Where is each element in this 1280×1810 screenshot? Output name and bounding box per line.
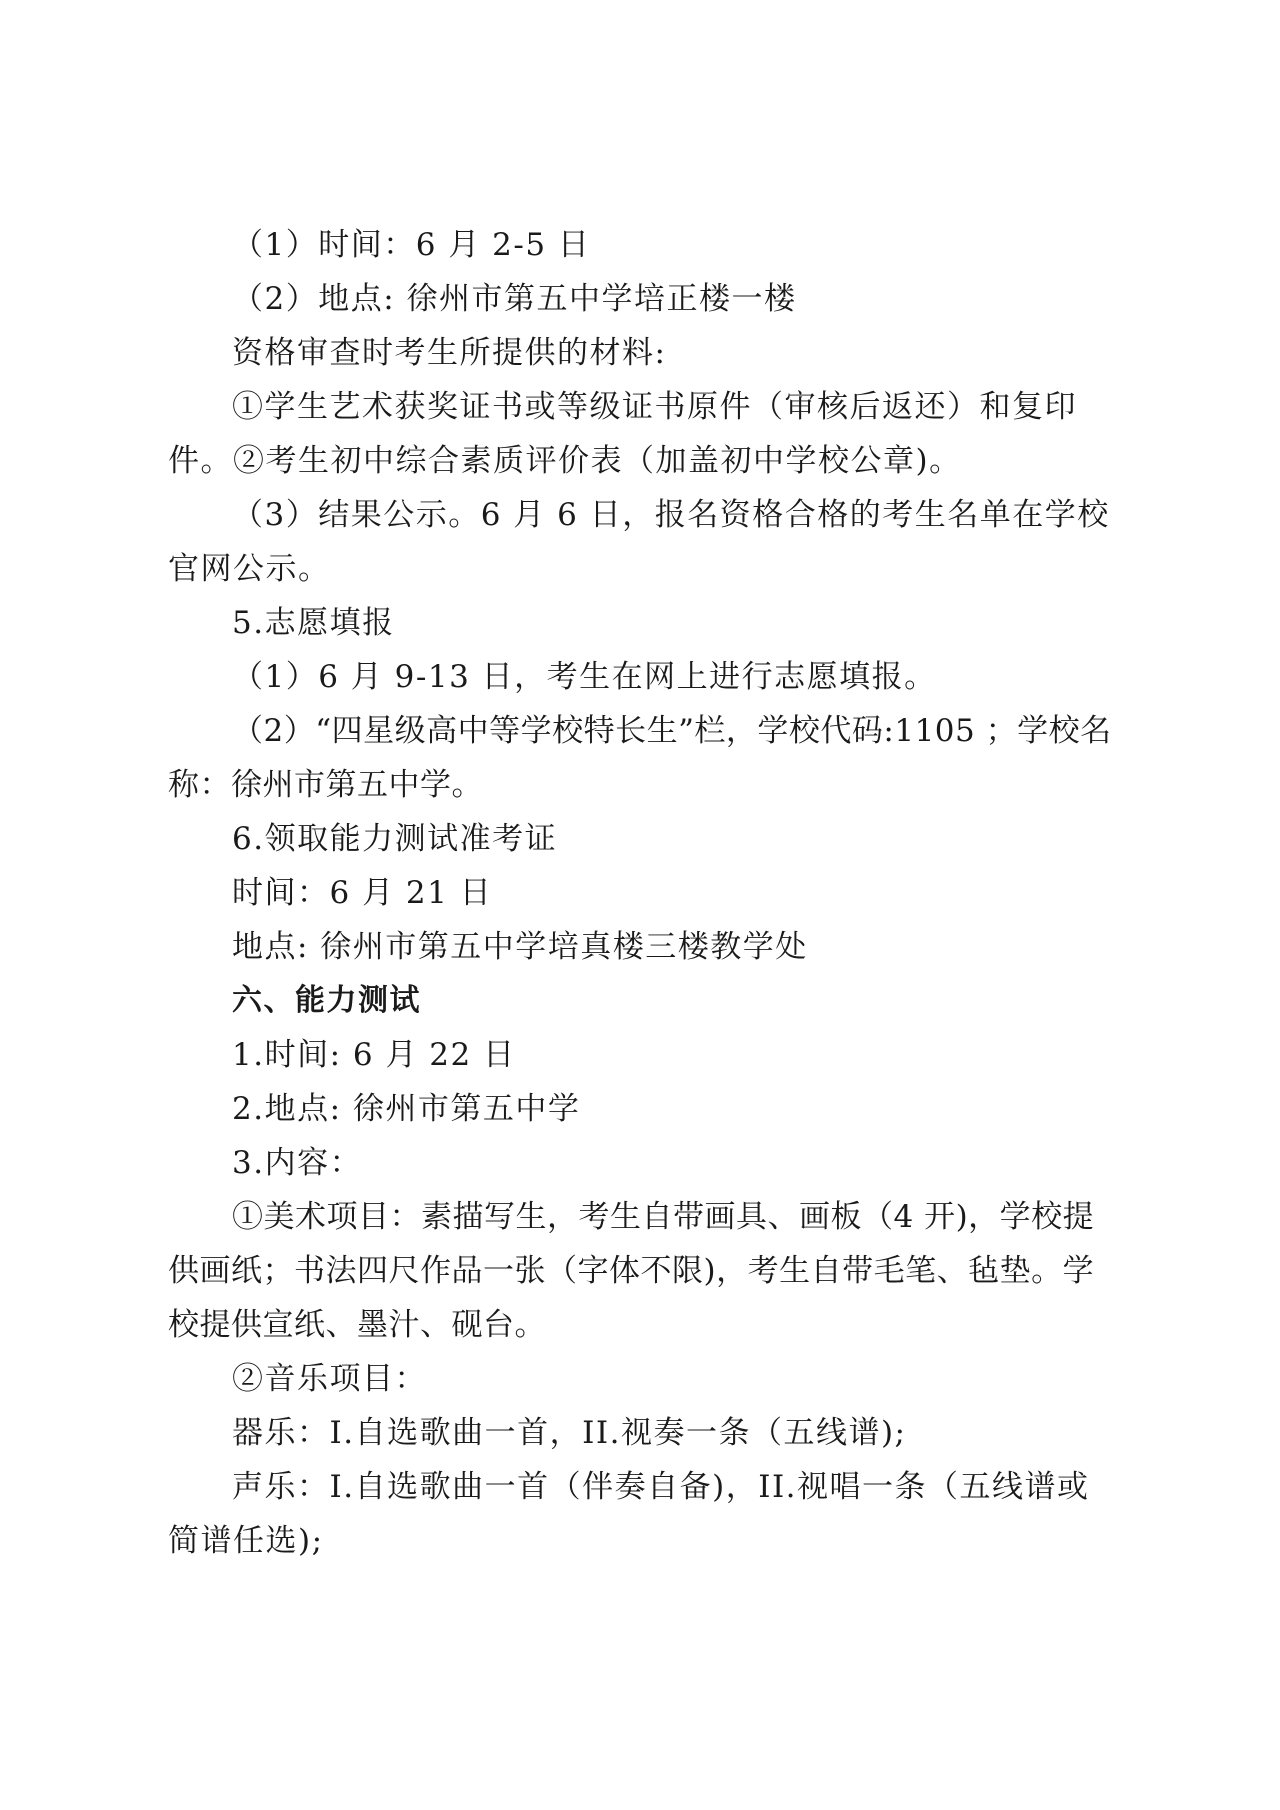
materials-intro: 资格审查时考生所提供的材料: [232,335,667,371]
document-body [168,218,1112,1568]
results-announcement: （3）结果公示。6 月 6 日，报名资格合格的考生名单在学校官网公示。 [168,497,1110,587]
test-time-line: 1.时间: 6 月 22 日 [232,1037,516,1073]
section-5-title: 5.志愿填报 [232,605,395,641]
ticket-time-line: 时间：6 月 21 日 [232,875,493,911]
ticket-location-line: 地点: 徐州市第五中学培真楼三楼教学处 [232,929,808,965]
school-code-line: （2）“四星级高中等学校特长生”栏，学校代码:1105 ；学校名称：徐州市第五中学。 [168,713,1112,803]
exam-location-line: （2）地点: 徐州市第五中学培正楼一楼 [232,281,797,317]
vocal-line: 声乐：I.自选歌曲一首（伴奏自备)，II.视唱一条（五线谱或简谱任选); [168,1469,1090,1559]
art-project-paragraph: ①美术项目：素描写生，考生自带画具、画板（4 开)，学校提供画纸；书法四尺作品一张（字体不限)，考生自带毛笔、毡垫。学校提供宣纸、墨汁、砚台。 [168,1199,1095,1343]
test-location-line: 2.地点: 徐州市第五中学 [232,1091,581,1127]
music-project-title: ②音乐项目： [232,1361,427,1397]
ability-test-heading: 六、能力测试 [232,983,421,1018]
instrumental-line: 器乐：I.自选歌曲一首，II.视奏一条（五线谱); [232,1415,907,1451]
application-dates: （1）6 月 9-13 日，考生在网上进行志愿填报。 [232,659,937,695]
section-6-title: 6.领取能力测试准考证 [232,821,558,857]
test-content-title: 3.内容： [232,1145,363,1181]
exam-time-line: （1）时间：6 月 2-5 日 [232,227,591,263]
materials-list: ①学生艺术获奖证书或等级证书原件（审核后返还）和复印件。②考生初中综合素质评价表（加盖初中学校公章)。 [168,389,1077,479]
